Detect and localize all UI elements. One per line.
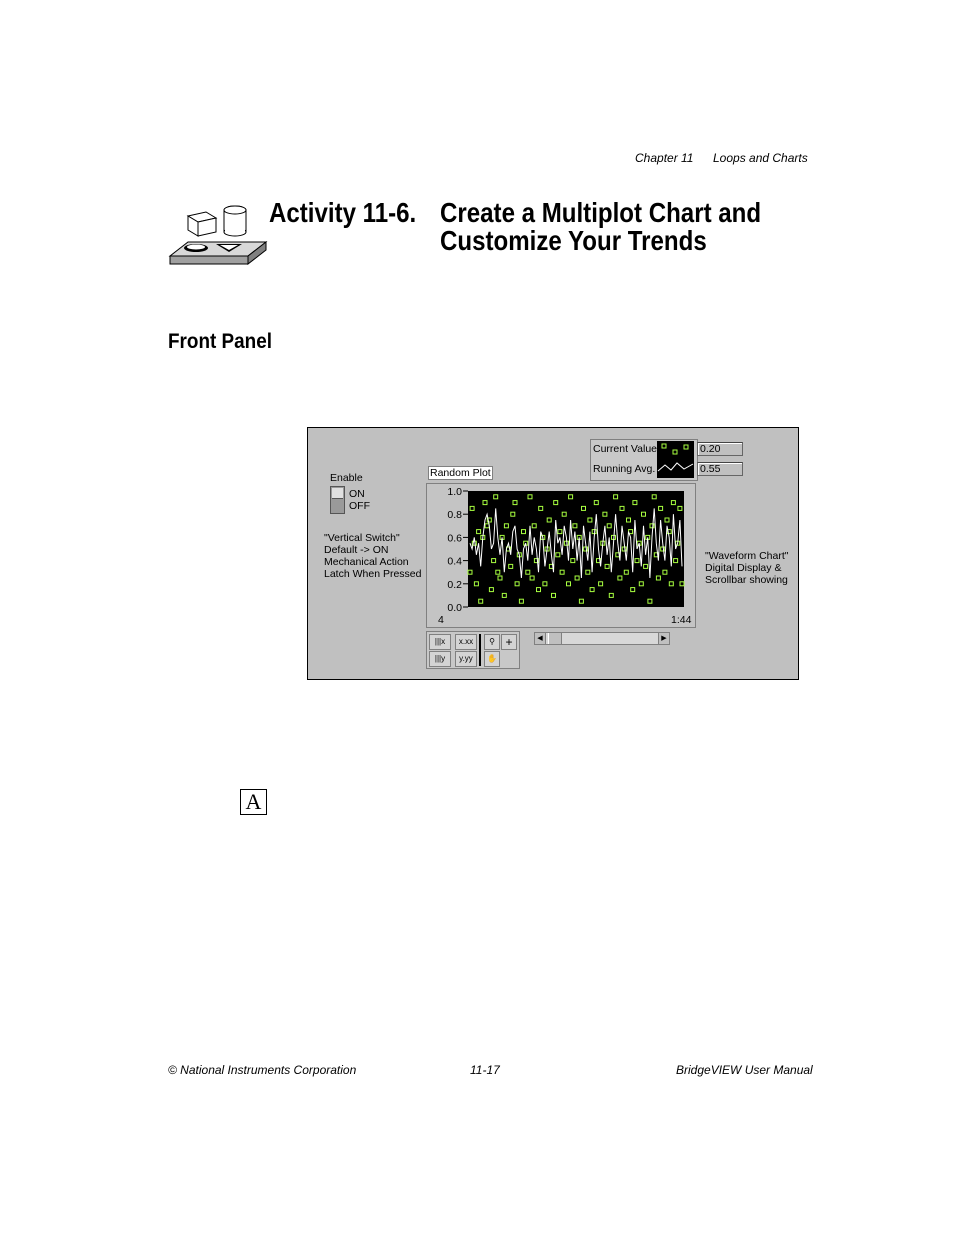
enable-label: Enable: [330, 472, 363, 484]
activity-number: Activity 11-6.: [269, 197, 417, 228]
crosshair-icon[interactable]: +: [501, 634, 517, 650]
x-axis-start: 4: [438, 614, 444, 626]
switch-note: "Vertical Switch" Default -> ON Mechanical Action Latch When Pressed: [324, 532, 422, 580]
waveform-chart-plot: [426, 483, 696, 628]
y-tick-label: 0.4: [447, 555, 462, 568]
section-heading: Front Panel: [168, 330, 272, 353]
switch-off-label: OFF: [349, 500, 370, 512]
chart-label: Random Plot: [430, 467, 491, 479]
plot-legend[interactable]: [590, 439, 698, 481]
page-number: 11-17: [470, 1063, 500, 1077]
x-scale-lock-button[interactable]: |||x: [429, 634, 451, 650]
pan-hand-icon[interactable]: ✋: [484, 651, 500, 667]
activity-icon: [168, 204, 268, 266]
scroll-left-arrow-icon[interactable]: ◀: [535, 633, 546, 644]
switch-on-label: ON: [349, 488, 365, 500]
y-tick-label: 0.2: [447, 578, 462, 591]
activity-title-line2: Customize Your Trends: [440, 225, 707, 256]
activity-title-line1: Create a Multiplot Chart and: [440, 197, 762, 228]
footer-copyright: © National Instruments Corporation: [168, 1063, 357, 1077]
chart-note: "Waveform Chart" Digital Display & Scrollbar showing: [705, 550, 789, 586]
current-value-display: 0.20: [697, 442, 743, 456]
scroll-thumb[interactable]: [548, 633, 562, 644]
y-scale-lock-button[interactable]: |||y: [429, 651, 451, 667]
legend-avg-name: Running Avg.: [593, 463, 656, 475]
graph-palette: [426, 631, 520, 669]
text-tool-icon: A: [240, 789, 267, 815]
footer-manual-title: BridgeVIEW User Manual: [676, 1063, 813, 1077]
zoom-icon[interactable]: ⚲: [484, 634, 500, 650]
running-avg-display: 0.55: [697, 462, 743, 476]
y-tick-label: 0.0: [447, 602, 462, 614]
scroll-right-arrow-icon[interactable]: ▶: [658, 633, 669, 644]
chart-scrollbar[interactable]: [534, 632, 670, 645]
x-format-button[interactable]: x.xx: [455, 634, 477, 650]
y-format-button[interactable]: y.yy: [455, 651, 477, 667]
chapter-label: Chapter 11: [635, 151, 694, 165]
y-tick-label: 0.6: [447, 532, 462, 545]
legend-current-name: Current Value: [593, 443, 658, 455]
legend-swatches: [657, 441, 695, 479]
chapter-title: Loops and Charts: [713, 151, 808, 165]
y-tick-label: 1.0: [447, 486, 462, 498]
y-tick-label: 0.8: [447, 509, 462, 522]
x-axis-end: 1:44: [671, 614, 692, 626]
front-panel: [307, 427, 799, 680]
vertical-switch[interactable]: [330, 486, 345, 514]
